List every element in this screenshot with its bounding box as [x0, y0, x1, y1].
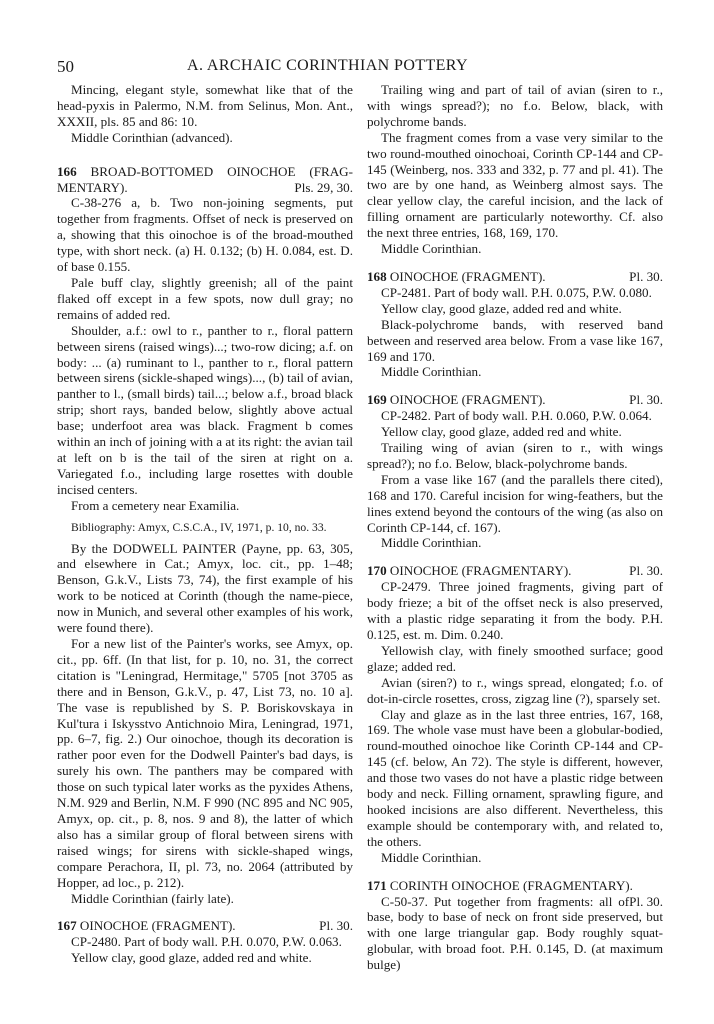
entry-heading [367, 877, 663, 909]
entry-clay: Yellowish clay, with finely smoothed surface; good glaze; added red. [367, 642, 663, 674]
catalogue-entry-169 [367, 392, 663, 551]
entry-bibliography: Bibliography: Amyx, C.S.C.A., IV, 1971, p. 10, no. 33. [71, 520, 327, 534]
catalogue-number: 169 [367, 392, 387, 408]
entry-decoration: Black-polychrome bands, with reserved band between and reserved area below. From a vase like 167, 169 and 170. [367, 316, 663, 364]
plate-reference: Pls. 29, 30. [294, 179, 353, 195]
entry-clay: Pale buff clay, slightly greenish; all of the paint flaked off except in a few spots, now dull gray; no remains of added red. [57, 274, 353, 322]
entry-clay: Yellow clay, good glaze, added red and white. [71, 950, 312, 966]
entry-clay: Yellow clay, good glaze, added red and white. [381, 300, 622, 316]
entry-description: CP-2481. Part of body wall. P.H. 0.075, P.W. 0.080. [381, 284, 652, 300]
entry-date: Middle Corinthian (fairly late). [71, 890, 234, 906]
catalogue-number: 168 [367, 268, 387, 284]
plate-reference: Pl. 30. [629, 893, 663, 909]
entry-decoration: Avian (siren?) to r., wings spread, elongated; f.o. of dot-in-circle rosettes, cross, zigzag line (?), sparsely set. [367, 674, 663, 706]
entry-date: Middle Corinthian. [381, 364, 482, 380]
catalogue-number: 166 [57, 163, 77, 179]
plate-reference: Pl. 30. [629, 268, 663, 284]
entry-commentary: Clay and glaze as in the last three entries, 167, 168, 169. The whole vase must have been a globular-bodied, round-mouthed oinochoe like Corinth CP-144 and CP-145 (cf. below, An 72). The style is different, however, and those two vases do not have a plastic ridge between body and neck. Filling ornament, sprawling figure, and hooked incisions are also different. Nevertheless, this example should be contemporary with, and related to, the others. [367, 706, 663, 849]
entry-description: C-38-276 a, b. Two non-joining segments, put together from fragments. Offset of neck is preserved on a, showing that this oinochoe is of the broad-mouthed type, with short neck. (a) H. 0.132; (b) H. 0.084, est. D. of base 0.155. [57, 195, 353, 275]
continued-date: Middle Corinthian. [381, 241, 482, 257]
entry-date: Middle Corinthian. [381, 849, 482, 865]
continued-commentary: The fragment comes from a vase very similar to the two round-mouthed oinochoai, Corinth CP-144 and CP-145 (Weinberg, nos. 333 and 332, p. 77 and pl. 41). The two are by one hand, as Weinberg almost says. The clear yellow clay, the careful incision, and the lack of filling ornament are particularly noteworthy. Cf. also the next three entries, 168, 169, 170. [367, 129, 663, 241]
intro-date: Middle Corinthian (advanced). [71, 129, 233, 145]
catalogue-entry-167 [57, 918, 353, 966]
entry-decoration: Shoulder, a.f.: owl to r., panther to r., floral pattern between sirens (raised wings)...; two-row dicing; a.f. on body: ... (a) ruminant to l., panther to r., floral pattern between sirens (sickle-shaped wings)..., (b) tail of avian, panther to l., (small birds) tail...; below a.f., broad black strip; short rays, banded below, slightly above actual base; underfoot area was black. Fragment b comes within an inch of joining with a at its right: the avian tail at left on b is the tail of the siren at right on a. Variegated f.o., including large rosettes with double incised centers. [57, 322, 354, 497]
entry-title: BROAD-BOTTOMED OINOCHOE (FRAG-MENTARY). [57, 163, 354, 195]
catalogue-entry-170 [367, 563, 663, 865]
catalogue-number: 170 [367, 563, 387, 579]
page-number: 50 [57, 57, 74, 76]
entry-title: OINOCHOE (FRAGMENT). [389, 392, 546, 408]
plate-reference: Pl. 30. [319, 918, 353, 934]
page-header [57, 57, 665, 81]
entry-title: OINOCHOE (FRAGMENT). [79, 918, 236, 934]
entry-heading [57, 918, 353, 934]
entry-date: Middle Corinthian. [381, 535, 482, 551]
entry-description: CP-2480. Part of body wall. P.H. 0.070, P.W. 0.063. [71, 934, 342, 950]
right-column [367, 82, 663, 973]
entry-heading [367, 392, 663, 408]
entry-provenance: From a cemetery near Examilia. [71, 497, 240, 513]
running-title: A. ARCHAIC CORINTHIAN POTTERY [187, 57, 468, 74]
entry-commentary: From a vase like 167 (and the parallels there cited), 168 and 170. Careful incision for wing-feathers, but the lines extend beyond the contours of the wing (as also on Corinth CP-144, cf. 167). [367, 471, 663, 535]
continued-paragraph: Trailing wing and part of tail of avian (siren to r., with wings spread?); no f.o. Below, black, with polychrome bands. [367, 82, 663, 129]
entry-description: CP-2479. Three joined fragments, giving part of body frieze; a bit of the offset neck is also preserved, with a plastic ridge separating it from the body. P.H. 0.125, est. m. Dim. 0.240. [367, 579, 663, 642]
entry-heading [367, 269, 663, 285]
entry-description: C-50-37. Put together from fragments: all of base, body to base of neck on front side preserved, but with one large triangular gap. Body roughly squat-globular, with broad foot. P.H. 0.145, D. (at maximum bulge) [367, 893, 663, 973]
entry-description: CP-2482. Part of body wall. P.H. 0.060, P.W. 0.064. [381, 408, 652, 424]
entry-heading [367, 563, 663, 579]
catalogue-entry-166 [57, 164, 353, 907]
catalogue-entry-168 [367, 269, 663, 380]
entry-decoration: Trailing wing of avian (siren to r., with wings spread?); no f.o. Below, black-polychrome bands. [367, 440, 663, 471]
entry-commentary: For a new list of the Painter's works, see Amyx, op. cit., pp. 6ff. (In that list, for p. 10, no. 31, the correct citation is "Leningrad, Hermitage," 5705 [not 3705 as there and in Benson, G.k.V., p. 47, List 73, no. 10 a]. The vase is republished by S. P. Boriskovskaya in Kul'tura i Iskysstvo Antichnoio Mira, Leningrad, 1971, pp. 6–7, fig. 2.) Our oinochoe, though its decoration is rather poor even for the Dodwell Painter's bad days, is surely his own. The panthers may be compared with those on such typical later works as the pyxides Athens, N.M. 929 and Berlin, N.M. F 990 (NC 895 and NC 905, Amyx, op. cit., p. 8, nos. 9 and 8), the latter of which also has a similar group of floral between sirens with raised wings; for sirens with sickle-shaped wings, compare Perachora, II, pl. 73, no. 2064 (attributed by Hopper, ad loc., p. 212). [57, 636, 353, 890]
entry-title: CORINTH OINOCHOE (FRAGMENTARY). [389, 877, 633, 893]
left-column [57, 82, 353, 966]
entry-attribution: By the DODWELL PAINTER (Payne, pp. 63, 305, and elsewhere in Cat.; Amyx, loc. cit., pp. 1–48; Benson, G.k.V., Lists 73, 74), the first example of his work to be noticed at Corinth (though the name-piece, now in Munich, and several other examples of his work, were found there). [57, 540, 353, 636]
intro-paragraph: Mincing, elegant style, somewhat like that of the head-pyxis in Palermo, N.M. from Selinus, Mon. Ant., XXXII, pls. 85 and 86: 10. [57, 82, 353, 129]
entry-title: OINOCHOE (FRAGMENT). [389, 268, 546, 284]
plate-reference: Pl. 30. [629, 392, 663, 408]
entry-heading [57, 164, 353, 196]
plate-reference: Pl. 30. [629, 563, 663, 579]
catalogue-number: 167 [57, 918, 77, 934]
catalogue-entry-171 [367, 878, 663, 973]
entry-title: OINOCHOE (FRAGMENTARY). [389, 563, 572, 579]
entry-clay: Yellow clay, good glaze, added red and white. [381, 424, 622, 440]
catalogue-number: 171 [367, 877, 387, 893]
